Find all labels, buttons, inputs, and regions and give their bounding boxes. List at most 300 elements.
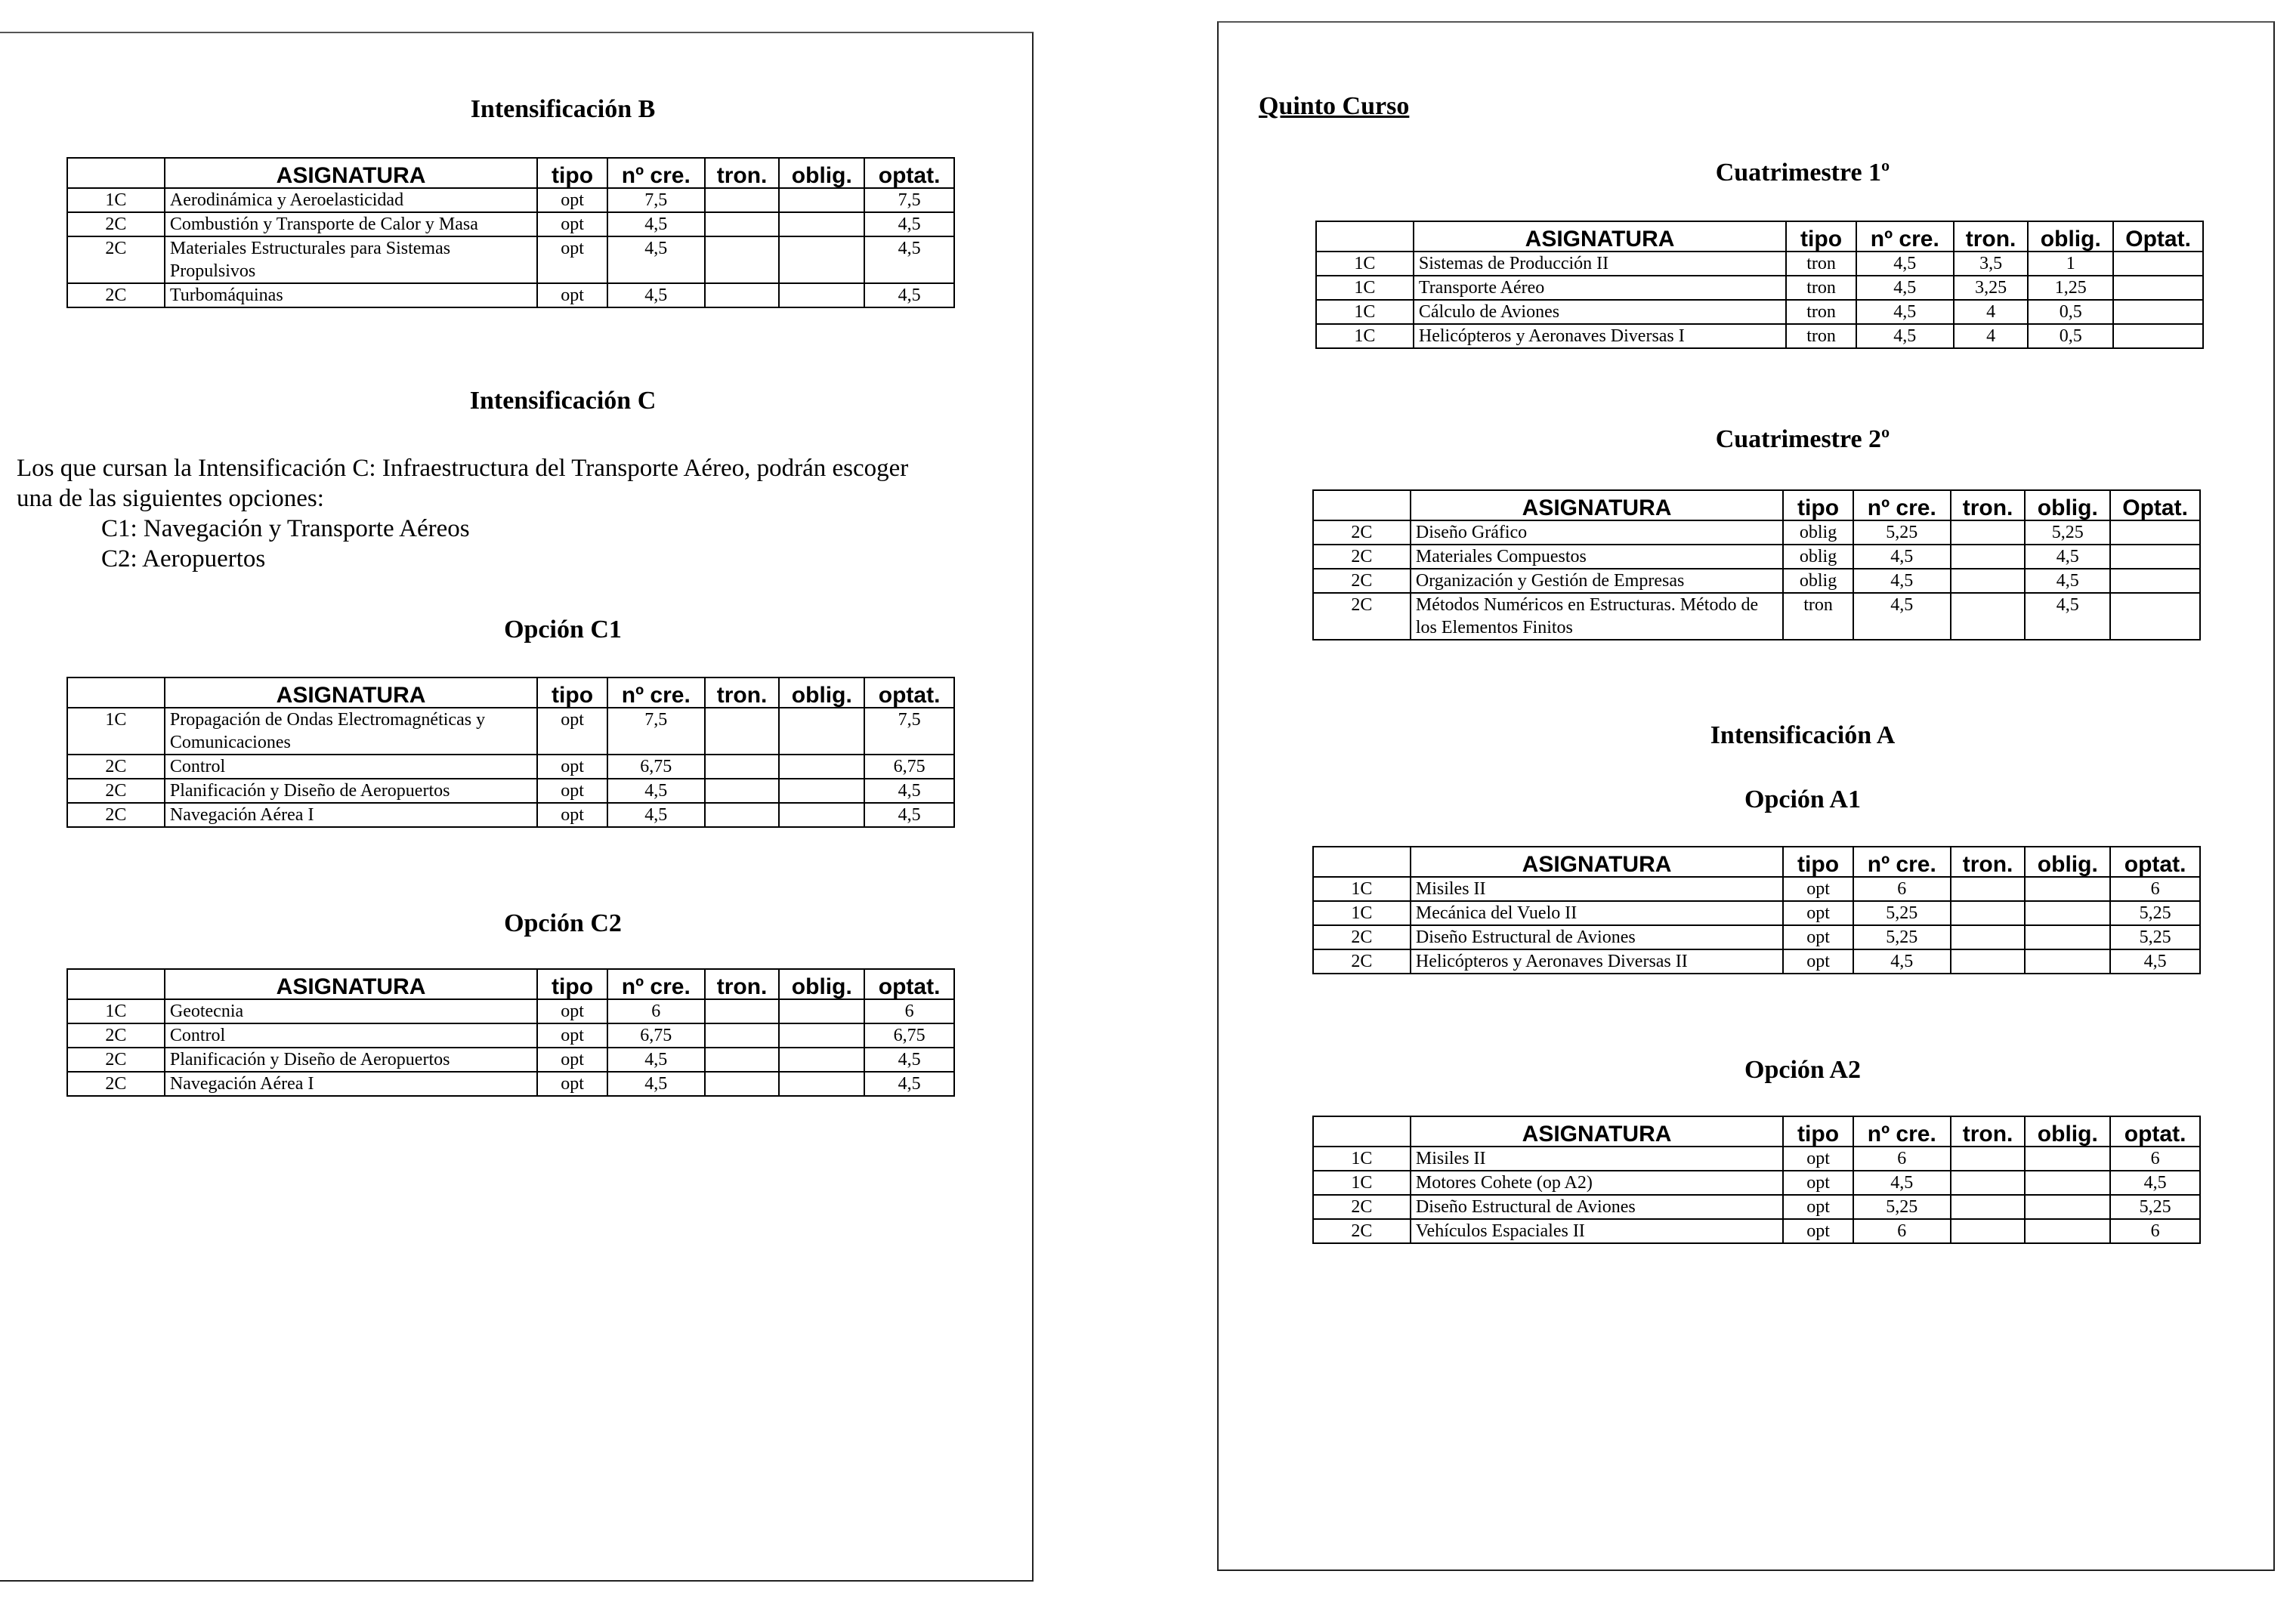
tron-cell [1951, 569, 2026, 593]
optat-cell: 4,5 [2110, 1171, 2200, 1195]
semester-cell: 1C [1313, 1147, 1411, 1171]
heading-intensificacion-c: Intensificación C [469, 387, 657, 415]
tron-cell [1951, 1171, 2026, 1195]
tipo-cell: oblig [1783, 569, 1853, 593]
subject-cell: Diseño Gráfico [1411, 520, 1783, 545]
header-tron: tron. [1951, 847, 2026, 877]
tron-cell [1951, 949, 2026, 974]
optat-cell: 5,25 [2110, 1195, 2200, 1219]
header-asignatura: ASIGNATURA [165, 677, 537, 708]
table-row [67, 1023, 954, 1048]
heading-opcion-c2: Opción C2 [504, 909, 622, 937]
semester-cell: 2C [67, 755, 165, 779]
tipo-cell: opt [1783, 1219, 1853, 1243]
subject-cell: Control [165, 1023, 537, 1048]
tron-cell [705, 1023, 780, 1048]
tipo-cell: opt [1783, 1147, 1853, 1171]
tron-cell: 3,5 [1954, 252, 2029, 276]
table-row [67, 999, 954, 1023]
oblig-cell [2025, 1171, 2110, 1195]
table-intensificacion-b [66, 157, 955, 308]
optat-cell [2110, 569, 2200, 593]
subject-cell: Misiles II [1411, 1147, 1783, 1171]
tron-cell [705, 803, 780, 827]
optat-cell: 5,25 [2110, 925, 2200, 949]
tipo-cell: tron [1786, 324, 1856, 348]
tron-cell: 4 [1954, 324, 2029, 348]
table-row [67, 755, 954, 779]
table-row [67, 283, 954, 307]
semester-cell: 1C [1316, 300, 1414, 324]
credits-cell: 5,25 [1853, 520, 1951, 545]
tron-cell [1951, 593, 2026, 640]
credits-cell: 4,5 [1853, 949, 1951, 974]
tipo-cell: opt [537, 1048, 607, 1072]
table-row [67, 779, 954, 803]
credits-cell: 4,5 [607, 1072, 705, 1096]
tron-cell [1951, 1195, 2026, 1219]
tipo-cell: tron [1786, 276, 1856, 300]
optat-cell: 6 [2110, 1219, 2200, 1243]
subject-cell: Planificación y Diseño de Aeropuertos [165, 1048, 537, 1072]
credits-cell: 4,5 [607, 1048, 705, 1072]
semester-cell: 2C [67, 779, 165, 803]
semester-cell: 1C [1316, 252, 1414, 276]
optat-cell: 6,75 [864, 1023, 954, 1048]
table-cuatrimestre-2 [1312, 489, 2201, 640]
header-asignatura: ASIGNATURA [1411, 490, 1783, 520]
table-header-row [1316, 221, 2203, 252]
heading-opcion-c1: Opción C1 [504, 616, 622, 644]
subject-cell: Combustión y Transporte de Calor y Masa [165, 212, 537, 236]
table-row [1316, 300, 2203, 324]
semester-cell: 2C [1313, 1219, 1411, 1243]
header-ncre: nº cre. [1853, 847, 1951, 877]
optat-cell: 7,5 [864, 708, 954, 755]
tron-cell [1951, 1219, 2026, 1243]
tipo-cell: opt [537, 212, 607, 236]
oblig-cell: 0,5 [2028, 324, 2113, 348]
tipo-cell: opt [1783, 877, 1853, 901]
header-tipo: tipo [1783, 1116, 1853, 1147]
tron-cell [1951, 520, 2026, 545]
oblig-cell [2025, 1147, 2110, 1171]
header-asignatura: ASIGNATURA [1411, 1116, 1783, 1147]
semester-cell: 2C [1313, 1195, 1411, 1219]
semester-cell: 2C [67, 1048, 165, 1072]
subject-cell: Materiales Compuestos [1411, 545, 1783, 569]
tron-cell [1951, 545, 2026, 569]
subject-cell: Organización y Gestión de Empresas [1411, 569, 1783, 593]
table-header-row [67, 969, 954, 999]
credits-cell: 6,75 [607, 755, 705, 779]
subject-cell: Vehículos Espaciales II [1411, 1219, 1783, 1243]
tron-cell [705, 188, 780, 212]
semester-cell: 1C [67, 188, 165, 212]
table-row [1313, 925, 2200, 949]
credits-cell: 4,5 [1853, 545, 1951, 569]
table-row [1316, 324, 2203, 348]
header-ncre: nº cre. [1856, 221, 1954, 252]
table-row [1313, 1219, 2200, 1243]
table-header-row [67, 677, 954, 708]
header-tron: tron. [705, 969, 780, 999]
tipo-cell: opt [537, 188, 607, 212]
paragraph-line-2: una de las siguientes opciones: [17, 485, 324, 512]
oblig-cell [779, 1048, 864, 1072]
credits-cell: 4,5 [1856, 276, 1954, 300]
header-optat_cap: Optat. [2113, 221, 2203, 252]
credits-cell: 4,5 [1853, 1171, 1951, 1195]
tipo-cell: tron [1783, 593, 1853, 640]
tipo-cell: opt [537, 999, 607, 1023]
header-blank [1313, 1116, 1411, 1147]
tron-cell [705, 1048, 780, 1072]
header-asignatura: ASIGNATURA [1411, 847, 1783, 877]
table-opcion-a2 [1312, 1116, 2201, 1244]
tipo-cell: opt [537, 803, 607, 827]
header-blank [1316, 221, 1414, 252]
credits-cell: 4,5 [1853, 593, 1951, 640]
header-optat: optat. [864, 677, 954, 708]
semester-cell: 1C [1316, 276, 1414, 300]
optat-cell [2113, 276, 2203, 300]
tron-cell [1951, 877, 2026, 901]
semester-cell: 2C [67, 283, 165, 307]
semester-cell: 2C [1313, 925, 1411, 949]
subject-cell: Motores Cohete (op A2) [1411, 1171, 1783, 1195]
oblig-cell [779, 1023, 864, 1048]
semester-cell: 2C [1313, 520, 1411, 545]
header-blank [67, 677, 165, 708]
table-row [67, 1048, 954, 1072]
tron-cell [1951, 925, 2026, 949]
semester-cell: 2C [67, 212, 165, 236]
table-opcion-c2 [66, 968, 955, 1097]
oblig-cell [779, 755, 864, 779]
heading-cuatrimestre-1: Cuatrimestre 1º [1715, 159, 1890, 187]
oblig-cell [779, 283, 864, 307]
credits-cell: 6 [1853, 1219, 1951, 1243]
subject-cell: Helicópteros y Aeronaves Diversas II [1411, 949, 1783, 974]
tipo-cell: opt [537, 755, 607, 779]
table-row [1316, 252, 2203, 276]
optat-cell: 4,5 [864, 1072, 954, 1096]
oblig-cell: 4,5 [2025, 545, 2110, 569]
subject-cell: Transporte Aéreo [1414, 276, 1786, 300]
table-opcion-c1 [66, 677, 955, 828]
tipo-cell: opt [537, 708, 607, 755]
optat-cell: 4,5 [864, 236, 954, 283]
header-tron: tron. [1951, 490, 2026, 520]
tipo-cell: opt [1783, 1195, 1853, 1219]
heading-opcion-a2: Opción A2 [1744, 1056, 1861, 1084]
header-oblig: oblig. [779, 677, 864, 708]
semester-cell: 2C [1313, 545, 1411, 569]
tipo-cell: opt [537, 1072, 607, 1096]
header-asignatura: ASIGNATURA [165, 969, 537, 999]
oblig-cell: 0,5 [2028, 300, 2113, 324]
table-row [1313, 569, 2200, 593]
header-tron: tron. [1954, 221, 2029, 252]
subject-cell: Turbomáquinas [165, 283, 537, 307]
oblig-cell [2025, 901, 2110, 925]
header-blank [67, 969, 165, 999]
table-row [67, 1072, 954, 1096]
tron-cell: 3,25 [1954, 276, 2029, 300]
credits-cell: 5,25 [1853, 901, 1951, 925]
semester-cell: 1C [67, 999, 165, 1023]
tipo-cell: opt [1783, 949, 1853, 974]
header-blank [1313, 490, 1411, 520]
paragraph-line-1: Los que cursan la Intensificación C: Infraestructura del Transporte Aéreo, podrán escoger [17, 455, 909, 482]
tron-cell [1951, 901, 2026, 925]
credits-cell: 5,25 [1853, 1195, 1951, 1219]
subject-cell: Aerodinámica y Aeroelasticidad [165, 188, 537, 212]
semester-cell: 1C [1313, 1171, 1411, 1195]
optat-cell: 7,5 [864, 188, 954, 212]
oblig-cell [2025, 1195, 2110, 1219]
subject-cell: Mecánica del Vuelo II [1411, 901, 1783, 925]
header-tron: tron. [705, 158, 780, 188]
table-row [67, 803, 954, 827]
tron-cell [705, 779, 780, 803]
header-blank [67, 158, 165, 188]
oblig-cell [2025, 925, 2110, 949]
subject-cell: Navegación Aérea I [165, 803, 537, 827]
tron-cell [705, 708, 780, 755]
oblig-cell: 1,25 [2028, 276, 2113, 300]
table-row [1313, 949, 2200, 974]
tron-cell [705, 999, 780, 1023]
optat-cell: 4,5 [864, 283, 954, 307]
optat-cell [2113, 300, 2203, 324]
credits-cell: 6 [1853, 877, 1951, 901]
table-row [67, 188, 954, 212]
oblig-cell: 4,5 [2025, 569, 2110, 593]
optat-cell: 4,5 [864, 803, 954, 827]
semester-cell: 2C [67, 1023, 165, 1048]
table-header-row [1313, 490, 2200, 520]
tron-cell [1951, 1147, 2026, 1171]
tron-cell [705, 283, 780, 307]
subject-cell: Materiales Estructurales para Sistemas Propulsivos [165, 236, 537, 283]
tron-cell: 4 [1954, 300, 2029, 324]
table-row [1313, 593, 2200, 640]
oblig-cell: 4,5 [2025, 593, 2110, 640]
tipo-cell: tron [1786, 300, 1856, 324]
semester-cell: 2C [67, 236, 165, 283]
semester-cell: 2C [67, 803, 165, 827]
credits-cell: 4,5 [1856, 300, 1954, 324]
semester-cell: 1C [67, 708, 165, 755]
header-oblig: oblig. [779, 969, 864, 999]
oblig-cell [2025, 877, 2110, 901]
oblig-cell [779, 188, 864, 212]
subject-cell: Planificación y Diseño de Aeropuertos [165, 779, 537, 803]
table-row [1313, 545, 2200, 569]
credits-cell: 4,5 [1856, 324, 1954, 348]
semester-cell: 1C [1313, 901, 1411, 925]
heading-intensificacion-a: Intensificación A [1710, 721, 1896, 749]
semester-cell: 2C [1313, 593, 1411, 640]
semester-cell: 2C [1313, 949, 1411, 974]
subject-cell: Control [165, 755, 537, 779]
optat-cell: 4,5 [864, 779, 954, 803]
intensificacion-c-paragraph [17, 453, 1029, 574]
credits-cell: 4,5 [1856, 252, 1954, 276]
oblig-cell [779, 708, 864, 755]
optat-cell: 6 [864, 999, 954, 1023]
semester-cell: 2C [1313, 569, 1411, 593]
credits-cell: 6 [607, 999, 705, 1023]
header-tron: tron. [1951, 1116, 2026, 1147]
credits-cell: 5,25 [1853, 925, 1951, 949]
heading-cuatrimestre-2: Cuatrimestre 2º [1715, 425, 1890, 453]
optat-cell [2110, 545, 2200, 569]
header-oblig: oblig. [779, 158, 864, 188]
subject-cell: Propagación de Ondas Electromagnéticas y Comunicaciones [165, 708, 537, 755]
subject-cell: Diseño Estructural de Aviones [1411, 1195, 1783, 1219]
header-ncre: nº cre. [1853, 1116, 1951, 1147]
subject-cell: Geotecnia [165, 999, 537, 1023]
table-row [1313, 520, 2200, 545]
header-optat: optat. [2110, 1116, 2200, 1147]
optat-cell: 6,75 [864, 755, 954, 779]
credits-cell: 4,5 [607, 779, 705, 803]
semester-cell: 2C [67, 1072, 165, 1096]
table-header-row [1313, 847, 2200, 877]
oblig-cell [779, 779, 864, 803]
oblig-cell [779, 212, 864, 236]
subject-cell: Sistemas de Producción II [1414, 252, 1786, 276]
header-tipo: tipo [537, 677, 607, 708]
optat-cell: 6 [2110, 1147, 2200, 1171]
credits-cell: 4,5 [607, 212, 705, 236]
optat-cell [2113, 324, 2203, 348]
table-row [1313, 1195, 2200, 1219]
credits-cell: 6 [1853, 1147, 1951, 1171]
table-row [67, 708, 954, 755]
subject-cell: Navegación Aérea I [165, 1072, 537, 1096]
optat-cell: 5,25 [2110, 901, 2200, 925]
table-opcion-a1 [1312, 846, 2201, 974]
tipo-cell: oblig [1783, 545, 1853, 569]
heading-intensificacion-b: Intensificación B [470, 95, 656, 123]
optat-cell [2110, 593, 2200, 640]
oblig-cell [2025, 949, 2110, 974]
tipo-cell: opt [1783, 1171, 1853, 1195]
oblig-cell [779, 803, 864, 827]
optat-cell [2110, 520, 2200, 545]
tipo-cell: opt [537, 779, 607, 803]
tipo-cell: oblig [1783, 520, 1853, 545]
header-ncre: nº cre. [607, 677, 705, 708]
subject-cell: Métodos Numéricos en Estructuras. Método de los Elementos Finitos [1411, 593, 1783, 640]
table-row [67, 236, 954, 283]
credits-cell: 4,5 [607, 803, 705, 827]
credits-cell: 4,5 [1853, 569, 1951, 593]
tipo-cell: opt [537, 236, 607, 283]
table-cuatrimestre-1 [1315, 221, 2204, 349]
header-ncre: nº cre. [607, 158, 705, 188]
credits-cell: 4,5 [607, 283, 705, 307]
table-header-row [67, 158, 954, 188]
credits-cell: 7,5 [607, 708, 705, 755]
table-row [1313, 1171, 2200, 1195]
optat-cell [2113, 252, 2203, 276]
tron-cell [705, 1072, 780, 1096]
tipo-cell: opt [1783, 925, 1853, 949]
table-row [1316, 276, 2203, 300]
table-row [1313, 1147, 2200, 1171]
option-c2-line: C2: Aeropuertos [101, 545, 266, 573]
section-title-quinto-curso: Quinto Curso [1259, 92, 1410, 120]
header-ncre: nº cre. [1853, 490, 1951, 520]
tipo-cell: opt [537, 1023, 607, 1048]
header-optat: optat. [864, 158, 954, 188]
credits-cell: 4,5 [607, 236, 705, 283]
header-oblig: oblig. [2025, 847, 2110, 877]
subject-cell: Cálculo de Aviones [1414, 300, 1786, 324]
header-asignatura: ASIGNATURA [1414, 221, 1786, 252]
optat-cell: 6 [2110, 877, 2200, 901]
heading-opcion-a1: Opción A1 [1744, 786, 1861, 813]
optat-cell: 4,5 [864, 1048, 954, 1072]
subject-cell: Diseño Estructural de Aviones [1411, 925, 1783, 949]
tron-cell [705, 755, 780, 779]
subject-cell: Misiles II [1411, 877, 1783, 901]
header-tipo: tipo [537, 158, 607, 188]
header-blank [1313, 847, 1411, 877]
header-oblig: oblig. [2025, 1116, 2110, 1147]
optat-cell: 4,5 [2110, 949, 2200, 974]
credits-cell: 7,5 [607, 188, 705, 212]
header-optat: optat. [2110, 847, 2200, 877]
table-row [1313, 877, 2200, 901]
header-tipo: tipo [537, 969, 607, 999]
oblig-cell [779, 236, 864, 283]
tipo-cell: opt [537, 283, 607, 307]
header-optat: optat. [864, 969, 954, 999]
header-tipo: tipo [1783, 847, 1853, 877]
subject-cell: Helicópteros y Aeronaves Diversas I [1414, 324, 1786, 348]
table-row [67, 212, 954, 236]
header-tron: tron. [705, 677, 780, 708]
header-oblig: oblig. [2025, 490, 2110, 520]
oblig-cell: 1 [2028, 252, 2113, 276]
oblig-cell [2025, 1219, 2110, 1243]
header-oblig: oblig. [2028, 221, 2113, 252]
tipo-cell: tron [1786, 252, 1856, 276]
option-c1-line: C1: Navegación y Transporte Aéreos [101, 515, 470, 542]
semester-cell: 1C [1313, 877, 1411, 901]
header-asignatura: ASIGNATURA [165, 158, 537, 188]
tron-cell [705, 212, 780, 236]
header-ncre: nº cre. [607, 969, 705, 999]
header-tipo: tipo [1786, 221, 1856, 252]
table-header-row [1313, 1116, 2200, 1147]
optat-cell: 4,5 [864, 212, 954, 236]
header-optat_cap: Optat. [2110, 490, 2200, 520]
oblig-cell [779, 1072, 864, 1096]
table-row [1313, 901, 2200, 925]
oblig-cell: 5,25 [2025, 520, 2110, 545]
semester-cell: 1C [1316, 324, 1414, 348]
oblig-cell [779, 999, 864, 1023]
credits-cell: 6,75 [607, 1023, 705, 1048]
tipo-cell: opt [1783, 901, 1853, 925]
